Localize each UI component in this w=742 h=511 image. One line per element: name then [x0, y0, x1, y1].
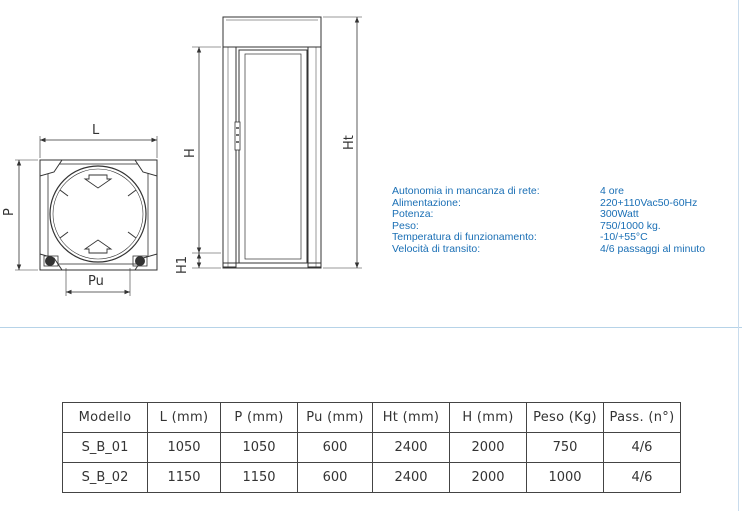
elevation-base: [223, 263, 321, 268]
header-h: H (mm): [450, 403, 527, 433]
elevation-post-right: [308, 47, 321, 267]
cell-pu: 600: [298, 433, 373, 463]
spec-value: 750/1000 kg.: [600, 219, 661, 232]
cell-l: 1050: [148, 433, 221, 463]
header-ht: Ht (mm): [373, 403, 450, 433]
table-header-row: [63, 403, 681, 433]
header-p: P (mm): [221, 403, 298, 433]
header-passages: Pass. (n°): [604, 403, 681, 433]
models-table: [62, 402, 681, 493]
elevation-view: [192, 17, 362, 268]
plan-corner-post-tl: [40, 160, 62, 176]
plan-foot-right: [136, 257, 145, 266]
elevation-control-panel: [235, 122, 240, 150]
cell-p: 1150: [221, 463, 298, 493]
plan-corner-post-tr: [135, 160, 157, 176]
dim-label-h1: H1: [175, 255, 190, 274]
cell-l: 1150: [148, 463, 221, 493]
spec-value: 4/6 passaggi al minuto: [600, 242, 706, 255]
header-model: Modello: [63, 403, 148, 433]
cell-h: 2000: [450, 433, 527, 463]
header-weight: Peso (Kg): [527, 403, 604, 433]
cell-ht: 2400: [373, 463, 450, 493]
header-pu: Pu (mm): [298, 403, 373, 433]
spec-label: Velocità di transito:: [392, 242, 481, 255]
elevation-door-frame: [239, 50, 307, 263]
dim-label-l: L: [92, 123, 100, 138]
cell-passages: 4/6: [604, 433, 681, 463]
spec-label: Temperatura di funzionamento:: [392, 231, 537, 244]
spec-list: [392, 186, 705, 256]
cell-model: S_B_02: [63, 463, 148, 493]
plan-view: [15, 136, 157, 296]
plan-arrow-up-icon: [85, 240, 111, 253]
spec-row-power-supply: [392, 198, 705, 210]
spec-value: -10/+55°C: [600, 231, 648, 244]
cell-ht: 2400: [373, 433, 450, 463]
elevation-door-glass: [245, 54, 301, 259]
cell-weight: 1000: [527, 463, 604, 493]
cell-pu: 600: [298, 463, 373, 493]
plan-foot-left: [46, 257, 55, 266]
header-l: L (mm): [148, 403, 221, 433]
dim-label-ht: Ht: [342, 135, 357, 150]
cell-h: 2000: [450, 463, 527, 493]
spec-label: Alimentazione:: [392, 196, 461, 209]
cell-model: S_B_01: [63, 433, 148, 463]
plan-inner-frame: [48, 164, 148, 264]
spec-value: 220+110Vac50-60Hz: [600, 196, 698, 209]
elevation-canopy: [223, 17, 321, 47]
cell-weight: 750: [527, 433, 604, 463]
plan-outer-frame: [40, 160, 157, 270]
spec-value: 300Watt: [600, 208, 639, 221]
spec-label: Potenza:: [392, 208, 434, 221]
cell-p: 1050: [221, 433, 298, 463]
plan-drum-outer: [50, 166, 146, 262]
spec-value: 4 ore: [600, 185, 624, 197]
cell-passages: 4/6: [604, 463, 681, 493]
spec-row-transit-speed: [392, 244, 705, 256]
plan-arrow-down-icon: [85, 175, 111, 188]
page-edge-line: [738, 0, 739, 511]
elevation-post-left: [223, 47, 236, 267]
section-divider: [0, 327, 742, 328]
spec-label: Autonomia in mancanza di rete:: [392, 185, 540, 197]
spec-label: Peso:: [392, 219, 419, 232]
dim-label-pu: Pu: [88, 274, 104, 289]
dim-label-p: P: [2, 208, 17, 216]
spec-row-autonomy: [392, 186, 705, 198]
table-row: [63, 433, 681, 463]
dim-label-h: H: [183, 148, 198, 158]
table-row: [63, 463, 681, 493]
plan-drum-inner: [53, 169, 143, 259]
